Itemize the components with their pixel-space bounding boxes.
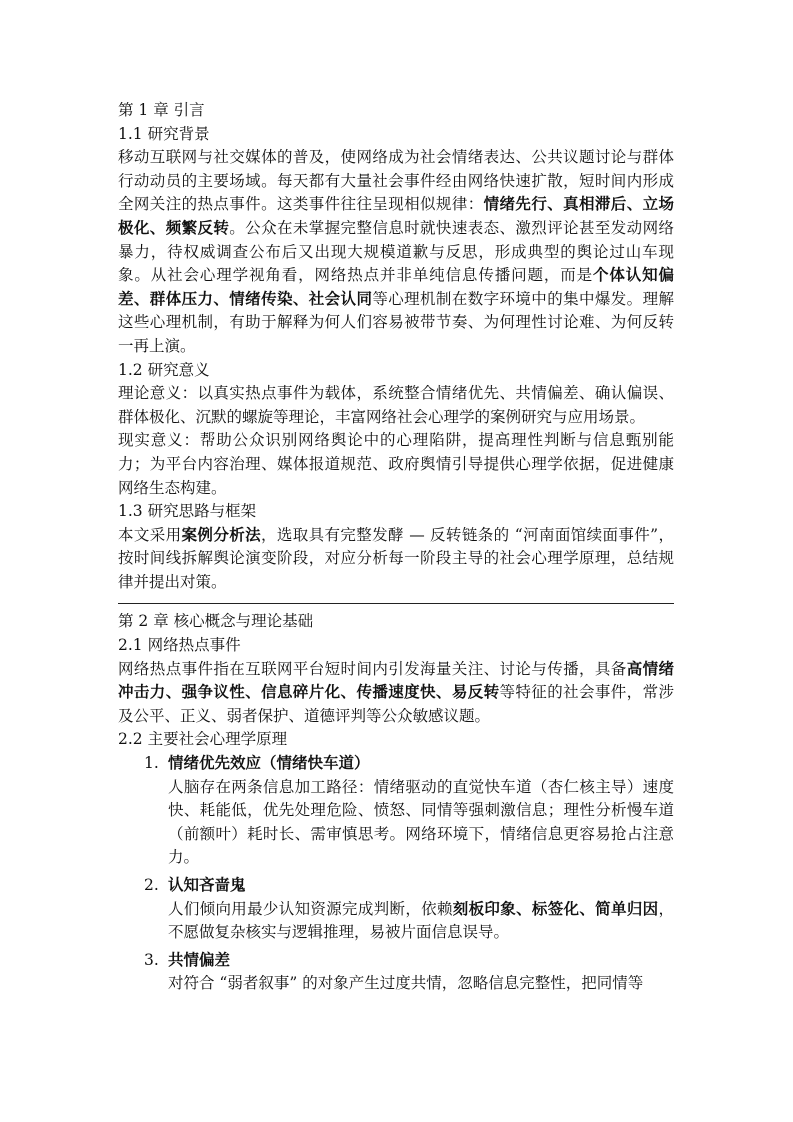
list-item-number: 2. [144, 876, 159, 894]
document-page [118, 99, 674, 996]
list-item [118, 752, 674, 870]
paragraph-practical-significance: 现实意义：帮助公众识别网络舆论中的心理陷阱，提高理性判断与信息甄别能力；为平台内容治理、媒体报道规范、政府舆情引导提供心理学依据，促进健康网络生态构建。 [118, 431, 674, 497]
body-text: 。公众在未掌握完整信息时就快速表态、激烈评论甚至发动网络暴力，待权威调查公布后又出现大规模道歉与反思，形成典型的舆论过山车现象。从社会心理学视角看，网络热点并非单纯信息传播问题，而是 [118, 218, 674, 285]
body-text: 网络热点事件指在互联网平台短时间内引发海量关注、讨论与传播，具备 [118, 659, 627, 678]
paragraph-hot-event-definition [118, 658, 674, 729]
section-2-1-title: 2.1 网络热点事件 [118, 636, 241, 655]
body-text: ，选取具有完整发酵 — 反转链条的 “河南面馆续面事件”，按时间线拆解舆论演变阶段，对应分析每一阶段主导的社会心理学原理，总结规律并提出对策。 [118, 525, 674, 591]
list-item-body [168, 898, 674, 945]
paragraph-research-framework [118, 524, 674, 595]
chapter-2-title: 第 2 章 核心概念与理论基础 [118, 612, 314, 631]
body-text: 人脑存在两条信息加工路径：情绪驱动的直觉快车道（杏仁核主导）速度快、耗能低，优先处理危险、愤怒、同情等强刺激信息；理性分析慢车道（前额叶）耗时长、需审慎思考。网络环境下，情绪信息更容易抢占注意力。 [168, 777, 674, 867]
paragraph-theoretical-significance: 理论意义：以真实热点事件为载体，系统整合情绪优先、共情偏差、确认偏误、群体极化、沉默的螺旋等理论，丰富网络社会心理学的案例研究与应用场景。 [118, 384, 674, 426]
list-item-number: 3. [144, 950, 159, 969]
body-text: 等心理机制在数字环境中的集中爆发。理解这些心理机制，有助于解释为何人们容易被带节奏、为何理性讨论难、为何反转一再上演。 [118, 289, 674, 355]
emphasis-text: 案例分析法 [181, 525, 261, 544]
emphasis-text: 刻板印象、标签化、简单归因 [452, 899, 659, 918]
emphasis-text: 高情绪冲击力、强争议性、信息碎片化、传播速度快、易反转 [118, 659, 674, 702]
list-item-body [168, 776, 674, 870]
section-divider [118, 603, 674, 604]
list-item-title: 情绪优先效应（情绪快车道） [168, 754, 370, 773]
body-text: 移动互联网与社交媒体的普及，使网络成为社会情绪表达、公共议题讨论与群体行动动员的主要场域。每天都有大量社会事件经由网络快速扩散，短时间内形成全网关注的热点事件。这类事件往往呈现相似规律： [118, 148, 674, 214]
list-item [118, 874, 674, 945]
emphasis-text: 情绪先行、真相滞后、立场极化、频繁反转 [118, 195, 674, 237]
emphasis-text: 个体认知偏差、群体压力、情绪传染、社会认同 [118, 266, 674, 308]
principles-list [118, 752, 674, 996]
chapter-1-title: 第 1 章 引言 [118, 101, 205, 119]
list-item [118, 949, 674, 996]
list-item-body [168, 972, 674, 996]
paragraph-research-background [118, 146, 674, 358]
body-text: ，不愿做复杂核实与逻辑推理，易被片面信息误导。 [168, 899, 674, 942]
list-item-title: 共情偏差 [168, 950, 231, 969]
body-text: 对符合 “弱者叙事” 的对象产生过度共情，忽略信息完整性，把同情等 [168, 974, 644, 993]
body-text: 等特征的社会事件，常涉及公平、正义、弱者保护、道德评判等公众敏感议题。 [118, 683, 674, 725]
body-text: 本文采用 [118, 525, 182, 544]
section-1-1-title: 1.1 研究背景 [118, 124, 210, 143]
section-2-2-title: 2.2 主要社会心理学原理 [118, 730, 288, 749]
section-1-2-title: 1.2 研究意义 [118, 360, 210, 379]
section-1-3-title: 1.3 研究思路与框架 [118, 502, 257, 521]
list-item-number: 1. [144, 754, 159, 773]
body-text: 人们倾向用最少认知资源完成判断，依赖 [168, 899, 453, 918]
list-item-title: 认知吝啬鬼 [168, 876, 246, 894]
